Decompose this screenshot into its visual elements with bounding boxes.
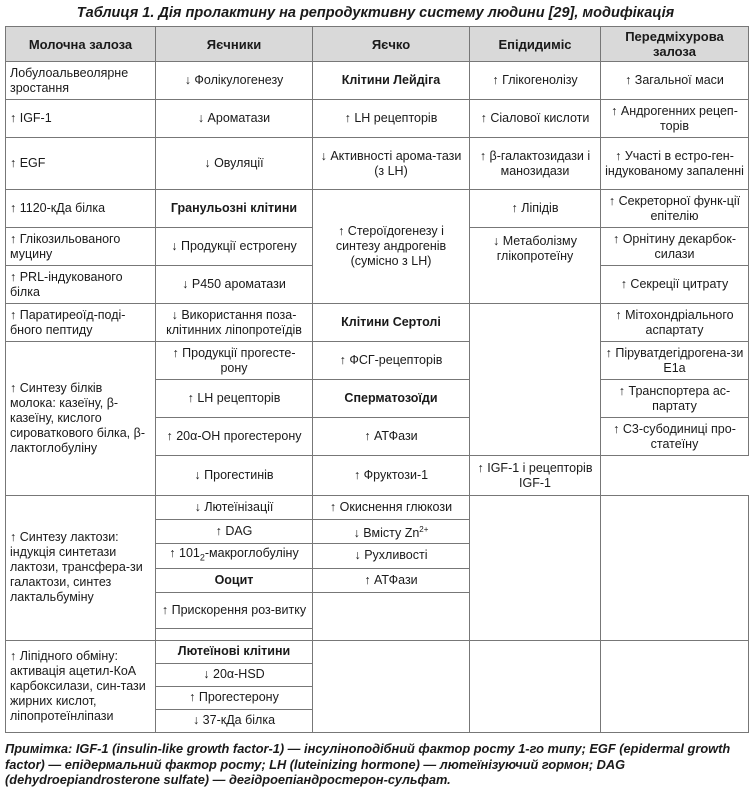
ovary-cell: ↓ Фолікулогенезу: [156, 62, 313, 100]
ovary-cell: ↑ Прискорення роз-витку: [156, 592, 313, 628]
table-row: [6, 138, 749, 190]
ovary-cell: ↑ Продукції прогесте-рону: [156, 342, 313, 380]
testis-empty-cell: [313, 592, 470, 640]
prostate-cell: ↑ С3-субодиниці про-статеїну: [601, 418, 749, 456]
mammary-cell: ↑ Паратиреоїд-поді-бного пептиду: [6, 304, 156, 342]
prostate-cell: ↑ Орнітину декарбок-силази: [601, 228, 749, 266]
ovary-cell: ↓ 37-кДа білка: [156, 709, 313, 732]
testis-cell: ↓ Рухливості: [313, 544, 470, 569]
testis-cell: [313, 520, 470, 544]
zn-text: ↓ Вмісту Zn: [353, 526, 420, 541]
prostate-cell: ↑ Транспортера ас-партату: [601, 380, 749, 418]
epididymis-cell: ↑ Сіалової кислоти: [470, 100, 601, 138]
macroglobulin-subscript: 2: [199, 552, 205, 563]
ovary-cell: ↑ Прогестерону: [156, 686, 313, 709]
prostate-cell: ↑ Андрогенних рецеп-торів: [601, 100, 749, 138]
header-row: [6, 27, 749, 62]
prostate-cell: ↑ Участі в естро-ген-індукованому запаленні: [601, 138, 749, 190]
testis-empty-cell: [313, 640, 470, 732]
epididymis-cell: ↑ Глікогенолізу: [470, 62, 601, 100]
epididymis-empty-cell: [470, 640, 601, 732]
prostate-cell: ↑ Загальної маси: [601, 62, 749, 100]
table-row: [6, 304, 749, 342]
testis-cell: ↓ Активності арома-тази (з LH): [313, 138, 470, 190]
prostate-cell: ↑ IGF-1 і рецепторів IGF-1: [470, 456, 601, 496]
testis-cell: ↑ ФСГ-рецепторів: [313, 342, 470, 380]
prostate-cell: ↑ Секреції цитрату: [601, 266, 749, 304]
mammary-cell: ↑ Синтезу лактози: індукція синтетази лактози, трансфера-зи галактози, синтез лактальбуміну: [6, 496, 156, 641]
testis-cell: ↑ Фруктози-1: [313, 456, 470, 496]
mammary-cell: ↑ Глікозильованого муцину: [6, 228, 156, 266]
epididymis-empty-cell: [470, 496, 601, 641]
col-header-mammary: Молочна залоза: [6, 27, 156, 62]
prostate-empty-cell: [601, 640, 749, 732]
ovary-cell: ↓ Овуляції: [156, 138, 313, 190]
mammary-cell: Лобулоальвеолярне зростання: [6, 62, 156, 100]
zn-superscript: 2+: [419, 525, 429, 534]
ovary-cell: ↑ LH рецепторів: [156, 380, 313, 418]
col-header-testis: Яєчко: [313, 27, 470, 62]
table-row: [6, 62, 749, 100]
table-row: [6, 640, 749, 663]
epididymis-cell: ↑ β-галактозидази і манозидази: [470, 138, 601, 190]
testis-cell: ↑ Окиснення глюкози: [313, 496, 470, 520]
macroglobulin-prefix: ↑ 101: [169, 546, 200, 561]
epididymis-cell: ↑ Ліпідів: [470, 190, 601, 228]
table-row: [6, 342, 749, 380]
table-row: [6, 100, 749, 138]
epididymis-cell: ↓ Метаболізму глікопротеїну: [470, 228, 601, 304]
prostate-cell: ↑ Піруватдегідрогена-зи Е1а: [601, 342, 749, 380]
ovary-cell: Лютеїнові клітини: [156, 640, 313, 663]
col-header-prostate: Передміхурова залоза: [601, 27, 749, 62]
testis-cell: ↑ АТФази: [313, 568, 470, 592]
table-row: [6, 190, 749, 228]
ovary-cell: ↓ Лютеїнізації: [156, 496, 313, 520]
ovary-cell: ↓ Використання поза-клітинних ліпопротеїдів: [156, 304, 313, 342]
prostate-cell: ↑ Секреторної функ-ції епітелію: [601, 190, 749, 228]
table-footnote: Примітка: IGF-1 (insulin-like growth factor-1) — інсуліноподібний фактор росту 1-го типу; EGF (epidermal growth factor) — епідермальний фактор росту; LH (luteinizing hormone) — лютеїнізуючий гормон; DAG (dehydroepiandrosterone sulfate) — дегідроепіандростерон-сульфат.: [5, 741, 731, 787]
mammary-cell: ↑ 1120-кДа білка: [6, 190, 156, 228]
table-row: [6, 496, 749, 520]
testis-cell: Клітини Лейдіга: [313, 62, 470, 100]
ovary-cell: [156, 544, 313, 569]
ovary-cell: ↓ Р450 ароматази: [156, 266, 313, 304]
testis-cell: ↑ Стероїдогенезу і синтезу андрогенів (сумісно з LH): [313, 190, 470, 304]
mammary-cell: ↑ EGF: [6, 138, 156, 190]
ovary-cell: ↓ Продукції естрогену: [156, 228, 313, 266]
prostate-empty-cell: [601, 496, 749, 641]
ovary-cell: Ооцит: [156, 568, 313, 592]
ovary-cell: ↑ 20α-OH прогестерону: [156, 418, 313, 456]
table-title: Таблиця 1. Дія пролактину на репродуктивну систему людини [29], модифікація: [76, 5, 675, 21]
ovary-cell: ↓ Ароматази: [156, 100, 313, 138]
ovary-empty-cell: [156, 628, 313, 640]
testis-cell: ↑ АТФази: [313, 418, 470, 456]
prolactin-table: [5, 26, 749, 733]
col-header-ovary: Яєчники: [156, 27, 313, 62]
col-header-epididymis: Епідидиміс: [470, 27, 601, 62]
testis-cell: Клітини Сертолі: [313, 304, 470, 342]
ovary-cell: ↑ DAG: [156, 520, 313, 544]
epididymis-empty-cell: [470, 304, 601, 456]
mammary-cell: ↑ IGF-1: [6, 100, 156, 138]
ovary-cell: Гранульозні клітини: [156, 190, 313, 228]
mammary-cell: ↑ PRL-індукованого білка: [6, 266, 156, 304]
testis-cell: Сперматозоїди: [313, 380, 470, 418]
ovary-cell: ↓ 20α-HSD: [156, 663, 313, 686]
mammary-cell: ↑ Ліпідного обміну: активація ацетил-КоА карбоксилази, син-тази жирних кислот, ліпопротеїнліпази: [6, 640, 156, 732]
mammary-cell: ↑ Синтезу білків молока: казеїну, β-казеїну, кислого сироваткового білка, β-лактоглобуліну: [6, 342, 156, 496]
macroglobulin-suffix: -макроглобуліну: [204, 546, 299, 561]
testis-cell: ↑ LH рецепторів: [313, 100, 470, 138]
prostate-cell: ↑ Мітохондріального аспартату: [601, 304, 749, 342]
ovary-cell: ↓ Прогестинів: [156, 456, 313, 496]
